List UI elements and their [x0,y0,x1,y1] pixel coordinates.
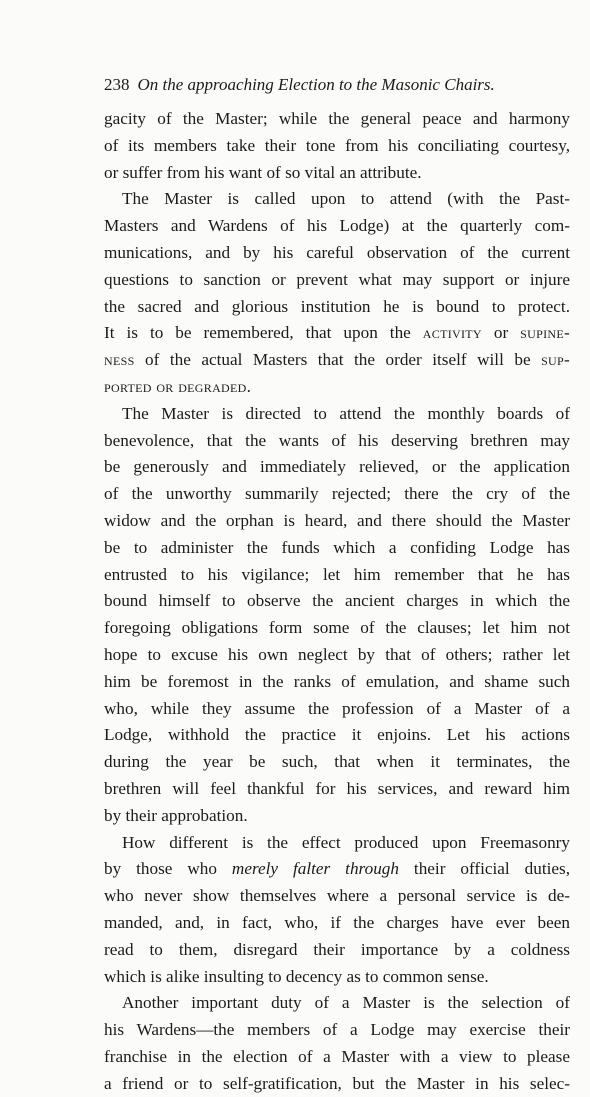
text-line [104,669,570,696]
text-segment: of the unworthy summarily rejected; there the cry of the [104,484,570,504]
italic-text: merely falter through [231,859,399,879]
text-segment: a friend or to self-gratification, but the Master in his selec- [104,1073,570,1093]
text-segment: him be foremost in the ranks of emulation, and shame such [104,671,570,691]
text-line [104,374,570,401]
text-segment: benevolence, that the wants of his deserving brethren may [104,430,570,450]
text-segment: foregoing obligations form some of the clauses; let him not [104,618,570,638]
text-line [104,642,570,669]
text-segment: or [481,323,521,343]
text-line [104,508,570,535]
text-segment: of its members take their tone from his conciliating courtesy, [104,135,570,155]
text-line [104,401,570,428]
text-line [104,294,570,321]
text-segment: hope to excuse his own neglect by that of others; rather let [104,644,570,664]
text-segment: or suffer from his want of so vital an attribute. [104,162,422,182]
text-segment: the sacred and glorious institution he is bound to protect. [104,296,570,316]
small-caps-text: sup- [541,350,570,370]
text-segment: The Master is directed to attend the monthly boards of [122,403,570,423]
small-caps-text: supine- [520,323,570,343]
text-line [104,722,570,749]
text-segment: Masters and Wardens of his Lodge) at the quarterly com- [104,216,570,236]
page-number: 238 [104,75,130,94]
text-segment: franchise in the election of a Master with a view to please [104,1046,570,1066]
text-line [104,937,570,964]
text-line [104,615,570,642]
text-line [104,990,570,1017]
small-caps-text: ness [104,350,135,370]
text-line [104,428,570,455]
text-segment: by those who [104,859,232,879]
text-line [104,481,570,508]
text-segment: during the year be such, that when it terminates, the [104,752,570,772]
text-line [104,749,570,776]
text-segment: which is alike insulting to decency as to common sense. [104,966,489,986]
text-line [104,803,570,830]
text-segment: bound himself to observe the ancient charges in which the [104,591,570,611]
text-line [104,160,570,187]
text-segment: be to administer the funds which a confiding Lodge has [104,537,570,557]
text-line [104,186,570,213]
text-segment: who never show themselves where a personal service is de- [104,886,570,906]
text-line [104,240,570,267]
text-line [104,856,570,883]
text-line [104,696,570,723]
text-line [104,320,570,347]
text-line [104,454,570,481]
text-line [104,830,570,857]
text-segment: widow and the orphan is heard, and there should the Master [104,510,570,530]
body-text [104,106,570,1097]
text-segment: munications, and by his careful observation of the current [104,242,570,262]
text-segment: brethren will feel thankful for his services, and reward him [104,778,570,798]
running-title: On the approaching Election to the Masonic Chairs. [137,75,495,94]
text-segment: their official duties, [398,859,570,879]
small-caps-text: activity [422,323,482,343]
text-segment: by their approbation. [104,805,248,825]
small-caps-text: ported or degraded. [104,376,252,396]
text-line [104,588,570,615]
text-line [104,133,570,160]
text-segment: of the actual Masters that the order itself will be [134,350,542,370]
text-segment: read to them, disregard their importance by a coldness [104,939,570,959]
text-line [104,267,570,294]
text-line [104,562,570,589]
text-line [104,910,570,937]
text-line [104,964,570,991]
text-line [104,776,570,803]
text-segment: gacity of the Master; while the general peace and harmony [104,109,570,128]
text-segment: be generously and immediately relieved, or the application [104,457,570,477]
text-segment: his Wardens—the members of a Lodge may exercise their [104,1020,570,1040]
text-segment: manded, and, in fact, who, if the charges have ever been [104,912,570,932]
text-line [104,1071,570,1097]
text-segment: How different is the effect produced upon Freemasonry [122,832,570,852]
text-segment: The Master is called upon to attend (with the Past- [122,189,570,209]
text-line [104,1044,570,1071]
text-line [104,347,570,374]
text-segment: Lodge, withhold the practice it enjoins. Let his actions [104,725,570,745]
text-segment: questions to sanction or prevent what may support or injure [104,269,570,289]
text-line [104,213,570,240]
running-header [104,74,574,96]
text-segment: It is to be remembered, that upon the [104,323,423,343]
text-line [104,1017,570,1044]
text-line [104,535,570,562]
text-segment: who, while they assume the profession of a Master of a [104,698,570,718]
text-segment: Another important duty of a Master is the selection of [122,993,570,1013]
text-line [104,106,570,133]
text-segment: entrusted to his vigilance; let him remember that he has [104,564,570,584]
text-line [104,883,570,910]
